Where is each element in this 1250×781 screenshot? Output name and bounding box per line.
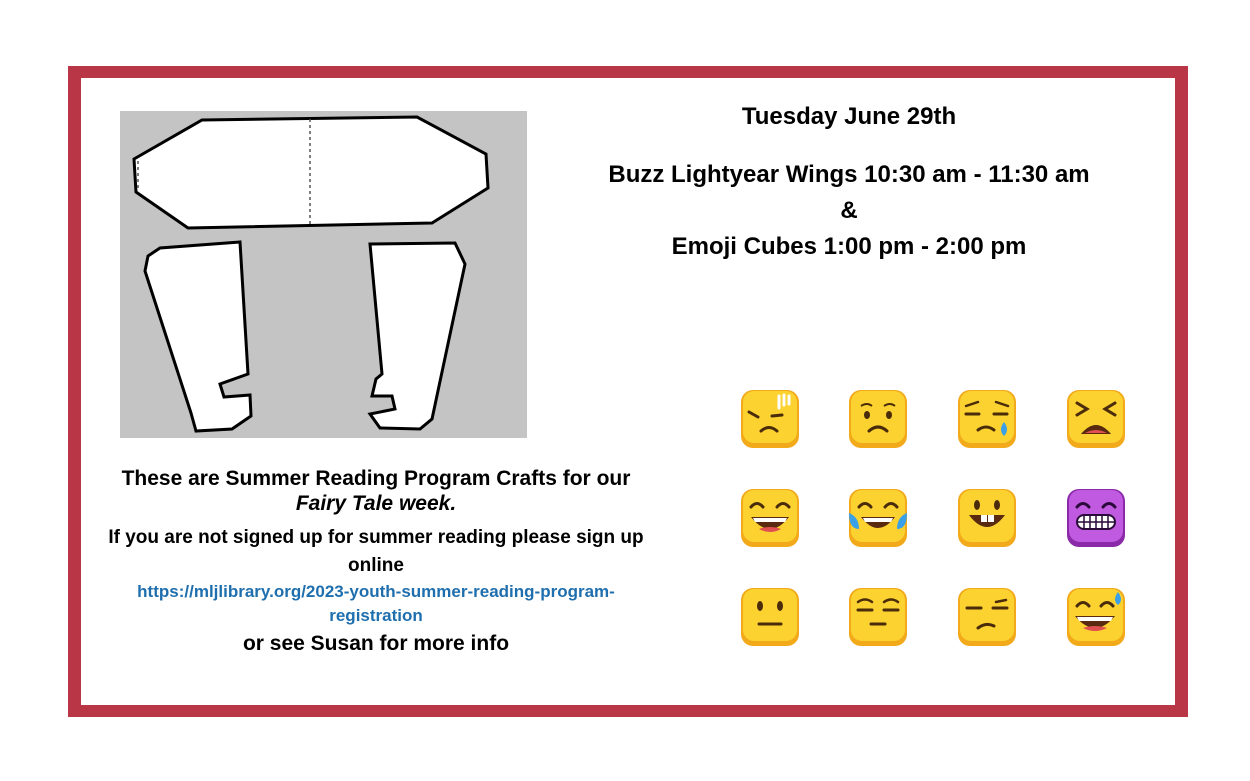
wings-template-image <box>120 111 527 438</box>
schedule-block <box>559 102 1139 265</box>
week-name: Fairy Tale week. <box>295 492 457 515</box>
unamused-icon <box>847 586 909 648</box>
grimacing-purple-icon <box>1065 487 1127 549</box>
flyer-content <box>81 78 1175 705</box>
tired-icon <box>1065 388 1127 450</box>
event-date: Tuesday June 29th <box>741 103 957 130</box>
grinning-icon <box>739 487 801 549</box>
neutral-icon <box>739 586 801 648</box>
ampersand: & <box>840 197 858 224</box>
skeptical-icon <box>956 586 1018 648</box>
session-emoji: Emoji Cubes 1:00 pm - 2:00 pm <box>671 233 1027 260</box>
signup-text: If you are not signed up for summer reading please sign up online <box>108 527 644 576</box>
contact-text: or see Susan for more info <box>242 632 510 655</box>
red-border-frame <box>68 66 1188 717</box>
crafts-text <box>93 466 659 516</box>
crying-icon <box>956 388 1018 450</box>
buck-tooth-grin-icon <box>956 487 1018 549</box>
session-wings: Buzz Lightyear Wings 10:30 am - 11:30 am <box>608 161 1090 188</box>
crafts-line: These are Summer Reading Program Crafts for our <box>121 467 631 490</box>
grinning-sweat-icon <box>1065 586 1127 648</box>
registration-link[interactable]: https://mljlibrary.org/2023-youth-summer-reading-program-registration <box>137 582 615 625</box>
tears-of-joy-icon <box>847 487 909 549</box>
frowning-icon <box>847 388 909 450</box>
info-block <box>93 466 659 660</box>
anguished-sweat-icon <box>739 388 801 450</box>
